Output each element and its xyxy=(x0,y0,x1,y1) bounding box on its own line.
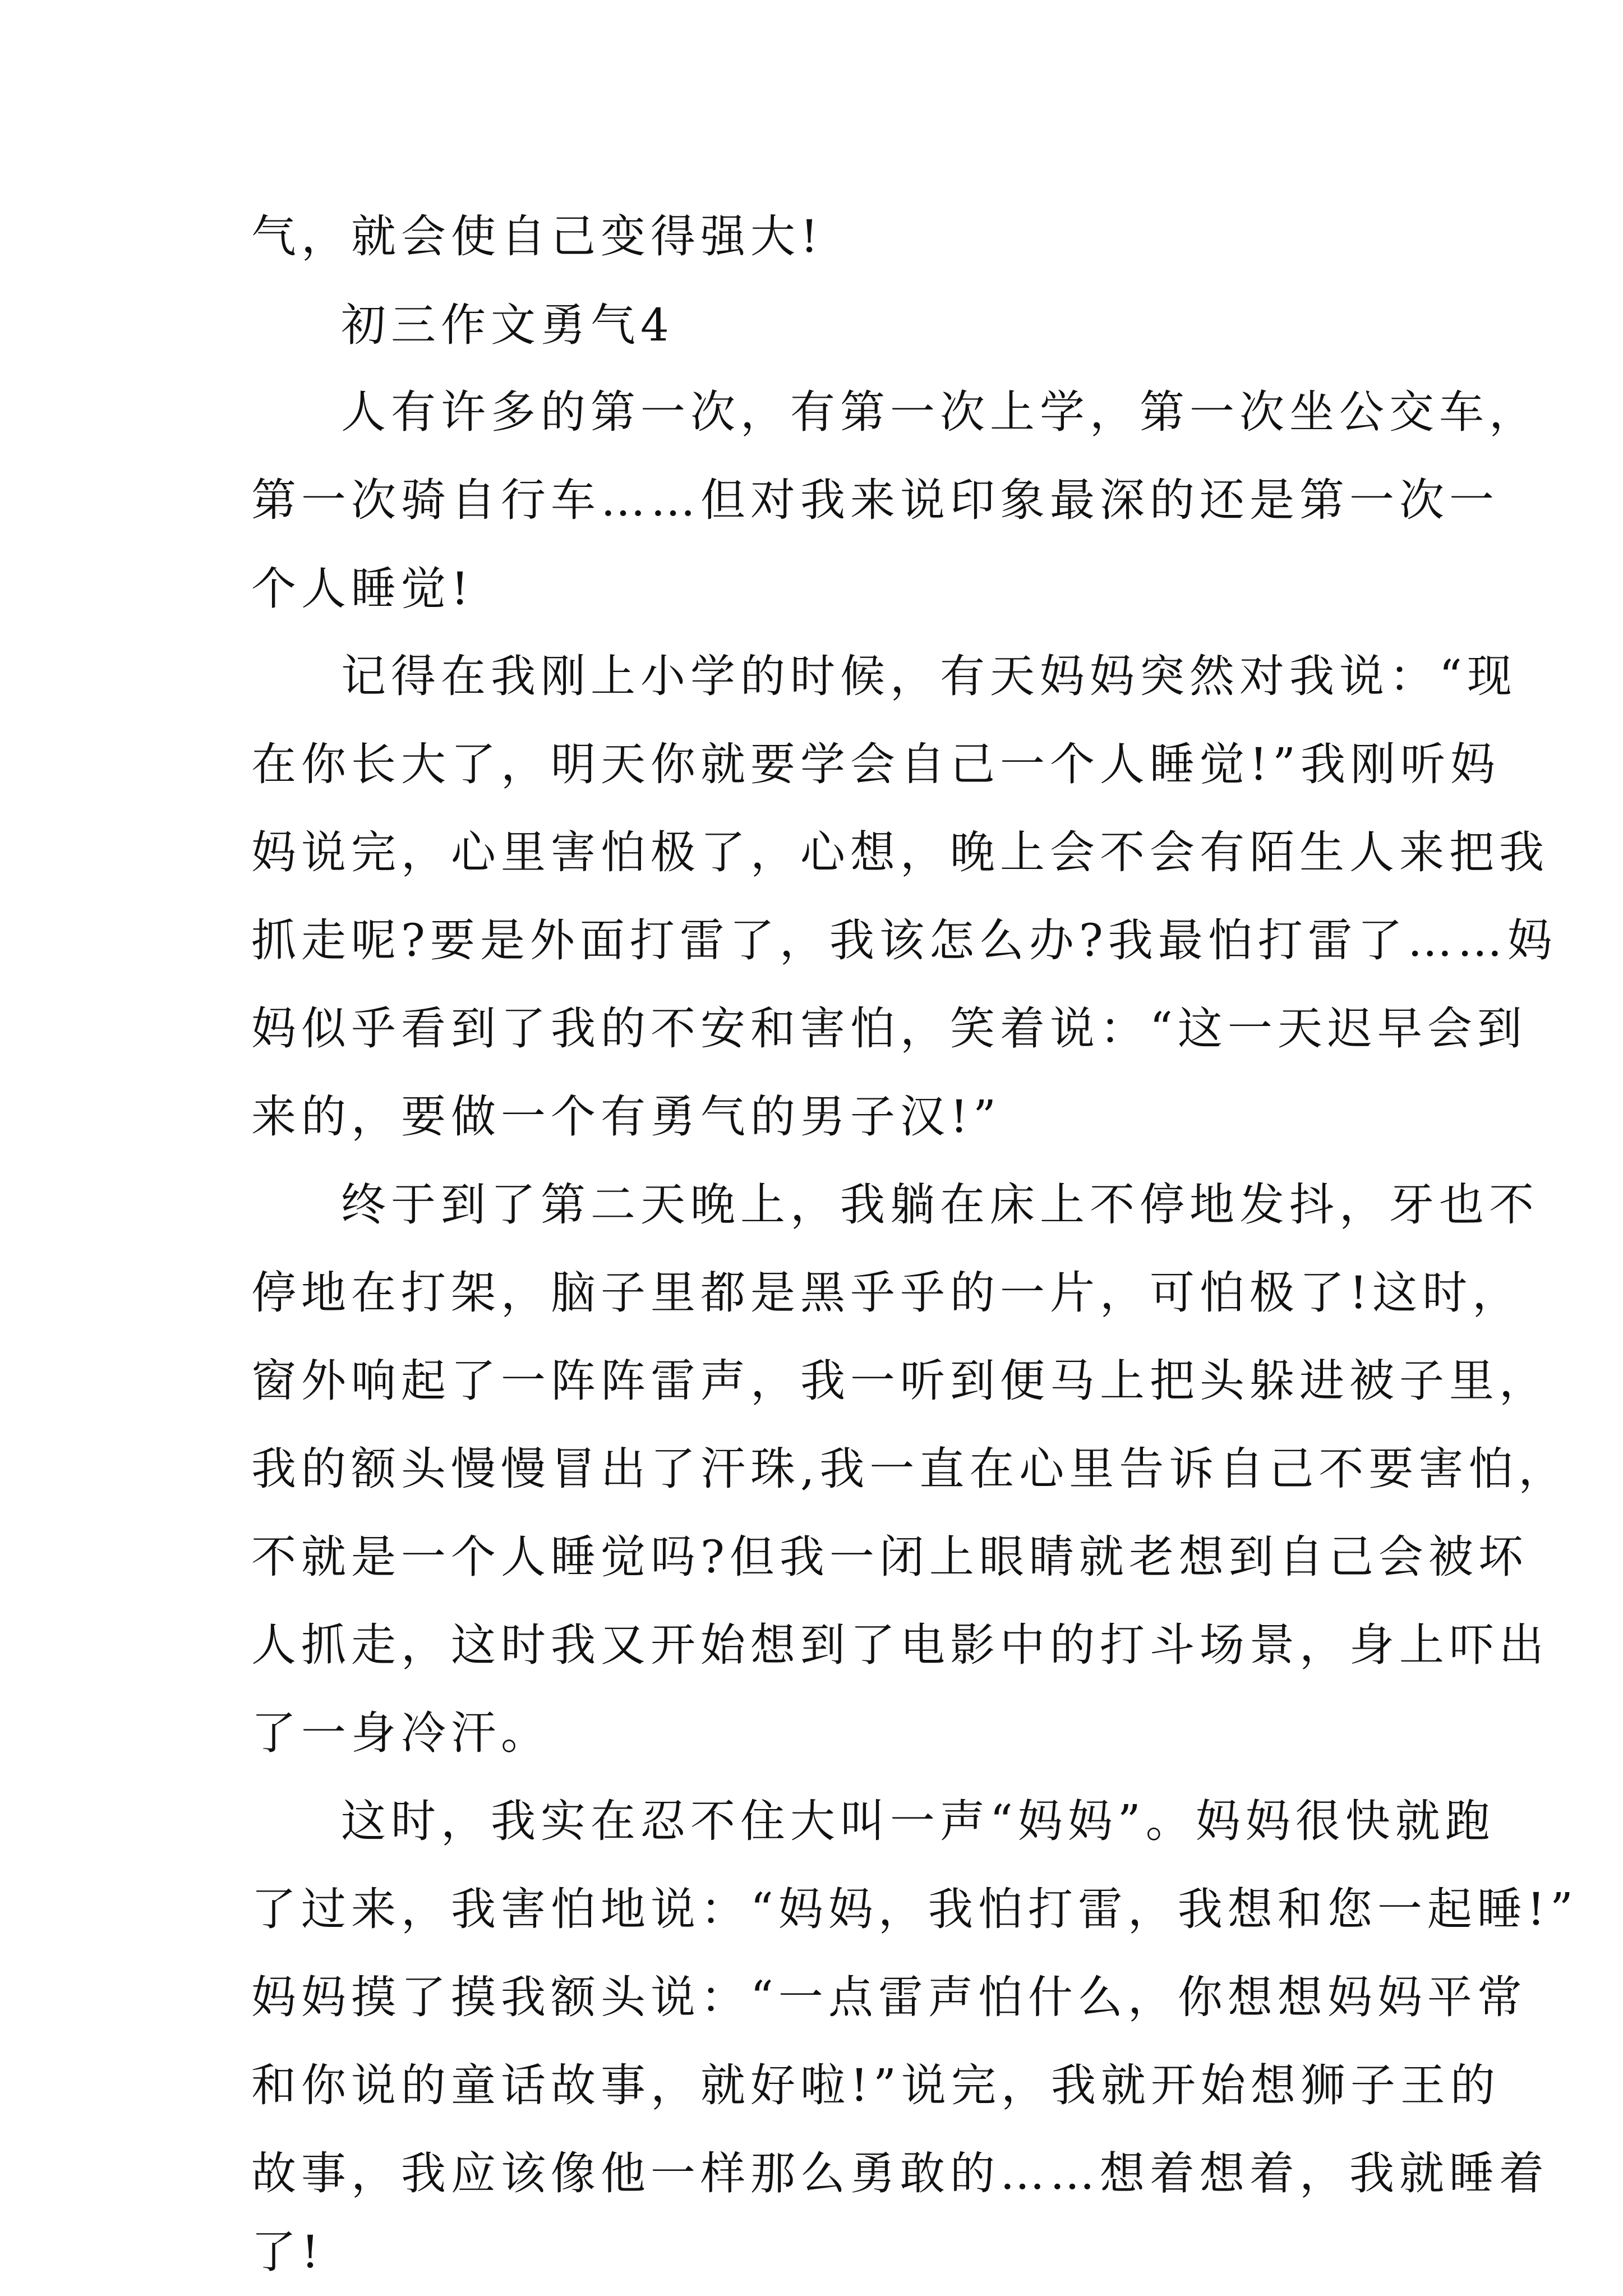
text-line: 个人睡觉! xyxy=(251,563,474,615)
text-line: 抓走呢?要是外面打雷了，我该怎么办?我最怕打雷了……妈 xyxy=(251,914,1557,967)
text-line: 妈似乎看到了我的不安和害怕，笑着说：“这一天迟早会到 xyxy=(251,1002,1527,1055)
section-heading: 初三作文勇气4 xyxy=(341,299,674,351)
text-line: 不就是一个人睡觉吗?但我一闭上眼睛就老想到自己会被坏 xyxy=(251,1531,1528,1583)
text-line: 这时，我实在忍不住大叫一声“妈妈”。妈妈很快就跑 xyxy=(341,1795,1495,1847)
text-line: 了一身冷汗。 xyxy=(251,1707,551,1759)
text-line: 在你长大了，明天你就要学会自己一个人睡觉!”我刚听妈 xyxy=(251,738,1501,790)
text-line: 人有许多的第一次，有第一次上学，第一次坐公交车， xyxy=(341,386,1539,438)
text-line: 人抓走，这时我又开始想到了电影中的打斗场景，身上吓出 xyxy=(251,1619,1549,1671)
text-line: 气，就会使自己变得强大! xyxy=(251,210,824,263)
text-line: 记得在我刚上小学的时候，有天妈妈突然对我说：“现 xyxy=(341,650,1517,702)
text-line: 和你说的童话故事，就好啦!”说完，我就开始想狮子王的 xyxy=(251,2059,1501,2111)
text-line: 来的，要做一个有勇气的男子汉!” xyxy=(251,1091,1002,1143)
text-line: 妈妈摸了摸我额头说：“一点雷声怕什么，你想想妈妈平常 xyxy=(251,1971,1527,2023)
text-line: 第一次骑自行车……但对我来说印象最深的还是第一次一 xyxy=(251,474,1499,526)
text-line: 故事，我应该像他一样那么勇敢的……想着想着，我就睡着 xyxy=(251,2147,1549,2200)
text-line: 我的额头慢慢冒出了汗珠,我一直在心里告诉自己不要害怕， xyxy=(251,1443,1569,1495)
text-line: 终于到了第二天晚上，我躺在床上不停地发抖，牙也不 xyxy=(341,1179,1539,1231)
text-line: 停地在打架，脑子里都是黑乎乎的一片，可怕极了!这时， xyxy=(251,1267,1523,1319)
text-line: 妈说完，心里害怕极了，心想，晚上会不会有陌生人来把我 xyxy=(251,826,1549,878)
text-line: 窗外响起了一阵阵雷声，我一听到便马上把头躲进被子里， xyxy=(251,1355,1549,1407)
text-line: 了过来，我害怕地说：“妈妈，我怕打雷，我想和您一起睡!” xyxy=(251,1883,1578,1935)
text-line: 了! xyxy=(251,2226,325,2278)
